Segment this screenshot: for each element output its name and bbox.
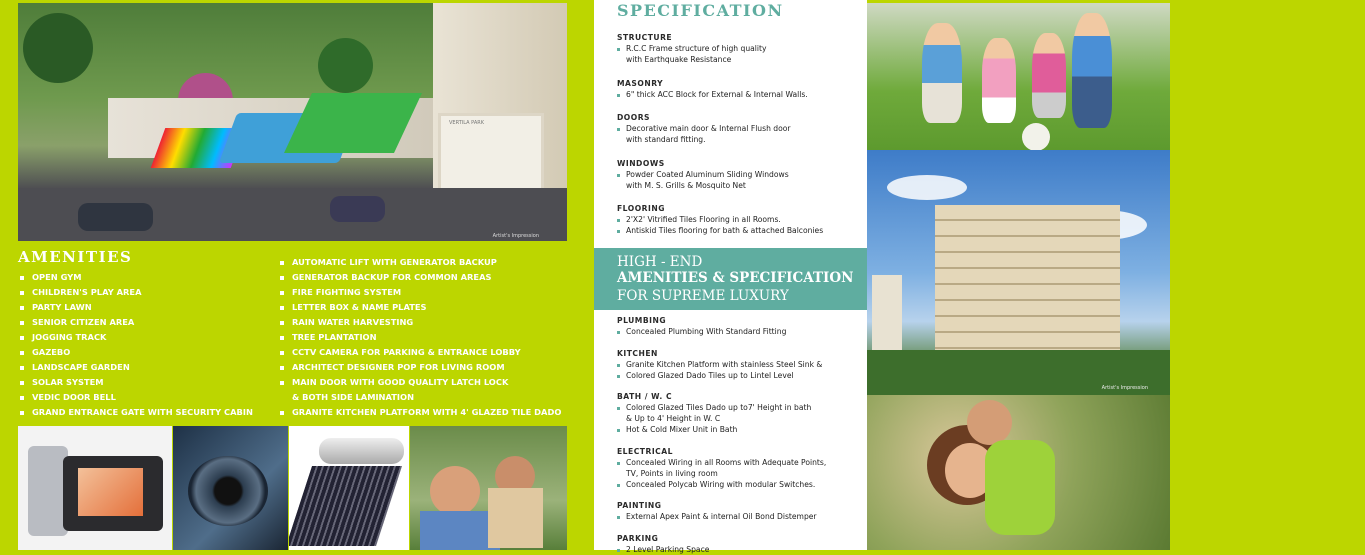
banner-line-3: FOR SUPREME LUXURY bbox=[617, 288, 789, 304]
bullet-icon bbox=[617, 516, 620, 519]
amenity-item: SOLAR SYSTEM bbox=[20, 375, 253, 390]
bullet-icon bbox=[617, 230, 620, 233]
side-building bbox=[872, 275, 902, 355]
bullet-icon bbox=[20, 276, 24, 280]
bullet-icon bbox=[280, 351, 284, 355]
spec-line: Concealed Plumbing With Standard Fitting bbox=[617, 326, 786, 337]
amenities-list-left bbox=[20, 270, 253, 420]
amenity-item: MAIN DOOR WITH GOOD QUALITY LATCH LOCK bbox=[280, 375, 561, 390]
bullet-icon bbox=[617, 375, 620, 378]
spec-line: Colored Glazed Tiles Dado up to7' Height in bath bbox=[617, 402, 811, 413]
render-credit: Artist's Impression bbox=[1101, 385, 1148, 391]
spec-section-bath-w-c bbox=[617, 391, 811, 435]
bullet-icon bbox=[280, 381, 284, 385]
specification-title: SPECIFICATION bbox=[617, 1, 784, 20]
render-credit: Artist's Impression bbox=[492, 233, 539, 239]
spec-line: Granite Kitchen Platform with stainless Steel Sink & bbox=[617, 359, 822, 370]
bullet-icon bbox=[20, 291, 24, 295]
bullet-icon bbox=[617, 462, 620, 465]
bullet-icon bbox=[20, 381, 24, 385]
bullet-icon bbox=[280, 336, 284, 340]
hero-aerial-render bbox=[18, 3, 567, 241]
spec-section-kitchen bbox=[617, 348, 822, 381]
amenities-title: AMENITIES bbox=[18, 248, 133, 266]
spec-section-structure bbox=[617, 32, 766, 65]
spec-section-masonry bbox=[617, 78, 808, 100]
amenity-item: GENERATOR BACKUP FOR COMMON AREAS bbox=[280, 270, 561, 285]
spec-section-parking bbox=[617, 533, 709, 555]
bullet-icon bbox=[617, 549, 620, 552]
bullet-icon bbox=[617, 407, 620, 410]
bullet-icon bbox=[617, 429, 620, 432]
amenity-item: OPEN GYM bbox=[20, 270, 253, 285]
bullet-icon bbox=[20, 396, 24, 400]
entrance-gate bbox=[438, 113, 544, 194]
spec-heading: KITCHEN bbox=[617, 349, 658, 358]
bullet-icon bbox=[280, 261, 284, 265]
amenity-item: SENIOR CITIZEN AREA bbox=[20, 315, 253, 330]
amenity-item: JOGGING TRACK bbox=[20, 330, 253, 345]
spec-line: & Up to 4' Height in W. C bbox=[626, 414, 721, 423]
spec-heading: PAINTING bbox=[617, 501, 662, 510]
banner-line-1: HIGH - END bbox=[617, 254, 703, 270]
banner-line-2: AMENITIES & SPECIFICATION bbox=[617, 270, 854, 286]
bullet-icon bbox=[617, 364, 620, 367]
spec-line: TV, Points in living room bbox=[626, 469, 718, 478]
spec-section-electrical bbox=[617, 446, 826, 490]
solar-water-heater-photo bbox=[289, 426, 409, 550]
spec-line: External Apex Paint & internal Oil Bond Distemper bbox=[617, 511, 817, 522]
bullet-icon bbox=[280, 366, 284, 370]
spec-section-plumbing bbox=[617, 315, 786, 337]
bullet-icon bbox=[617, 331, 620, 334]
spec-line: with M. S. Grills & Mosquito Net bbox=[626, 181, 746, 190]
spec-line: Colored Glazed Dado Tiles up to Lintel Level bbox=[617, 370, 822, 381]
amenity-item: CCTV CAMERA FOR PARKING & ENTRANCE LOBBY bbox=[280, 345, 561, 360]
spec-line: Decorative main door & Internal Flush door bbox=[617, 123, 791, 134]
tree bbox=[318, 38, 373, 93]
bullet-icon bbox=[20, 336, 24, 340]
spec-heading: PARKING bbox=[617, 534, 659, 543]
amenity-item: RAIN WATER HARVESTING bbox=[280, 315, 561, 330]
spec-line: Antiskid Tiles flooring for bath & attached Balconies bbox=[617, 225, 823, 236]
spec-heading: STRUCTURE bbox=[617, 33, 673, 42]
tower-building bbox=[935, 205, 1120, 365]
bullet-icon bbox=[20, 321, 24, 325]
bullet-icon bbox=[617, 48, 620, 51]
bullet-icon bbox=[280, 411, 284, 415]
amenity-item: VEDIC DOOR BELL bbox=[20, 390, 253, 405]
amenity-item: ARCHITECT DESIGNER POP FOR LIVING ROOM bbox=[280, 360, 561, 375]
amenity-item: GRANITE KITCHEN PLATFORM WITH 4' GLAZED TILE DADO bbox=[280, 405, 561, 420]
bullet-icon bbox=[617, 219, 620, 222]
spec-line: Concealed Wiring in all Rooms with Adequate Points, bbox=[617, 457, 826, 468]
spec-section-windows bbox=[617, 158, 789, 191]
spec-heading: PLUMBING bbox=[617, 316, 667, 325]
amenity-item: LANDSCAPE GARDEN bbox=[20, 360, 253, 375]
high-end-banner bbox=[594, 248, 867, 310]
bullet-icon bbox=[617, 174, 620, 177]
spec-line: 6" thick ACC Block for External & Internal Walls. bbox=[617, 89, 808, 100]
spec-heading: FLOORING bbox=[617, 204, 665, 213]
building-exterior-render bbox=[867, 150, 1170, 395]
amenity-item: TREE PLANTATION bbox=[280, 330, 561, 345]
bullet-icon bbox=[20, 411, 24, 415]
spec-line: 2'X2' Vitrified Tiles Flooring in all Rooms. bbox=[617, 214, 823, 225]
bullet-icon bbox=[280, 291, 284, 295]
bullet-icon bbox=[20, 306, 24, 310]
spec-heading: MASONRY bbox=[617, 79, 664, 88]
gate-sign: VERTILA PARK bbox=[449, 120, 484, 126]
spec-section-painting bbox=[617, 500, 817, 522]
spec-section-flooring bbox=[617, 203, 823, 236]
bullet-icon bbox=[280, 276, 284, 280]
spec-line: with Earthquake Resistance bbox=[626, 55, 732, 64]
children-playing-photo bbox=[867, 3, 1170, 150]
spec-line: Powder Coated Aluminum Sliding Windows bbox=[617, 169, 789, 180]
spec-heading: ELECTRICAL bbox=[617, 447, 673, 456]
car bbox=[330, 196, 385, 222]
mother-child-photo bbox=[867, 395, 1170, 550]
spec-heading: DOORS bbox=[617, 113, 651, 122]
amenity-item: & BOTH SIDE LAMINATION bbox=[292, 392, 415, 402]
spec-line: R.C.C Frame structure of high quality bbox=[617, 43, 766, 54]
bullet-icon bbox=[617, 94, 620, 97]
amenity-item: GAZEBO bbox=[20, 345, 253, 360]
senior-citizens-photo bbox=[410, 426, 567, 550]
spec-heading: WINDOWS bbox=[617, 159, 665, 168]
amenity-item: LETTER BOX & NAME PLATES bbox=[280, 300, 561, 315]
spec-line: with standard fitting. bbox=[626, 135, 706, 144]
bullet-icon bbox=[280, 321, 284, 325]
amenity-item: FIRE FIGHTING SYSTEM bbox=[280, 285, 561, 300]
amenity-item: CHILDREN'S PLAY AREA bbox=[20, 285, 253, 300]
amenity-item: PARTY LAWN bbox=[20, 300, 253, 315]
car bbox=[78, 203, 153, 231]
spec-section-doors bbox=[617, 112, 791, 145]
spec-line: Hot & Cold Mixer Unit in Bath bbox=[617, 424, 811, 435]
spec-line: Concealed Polycab Wiring with modular Switches. bbox=[617, 479, 826, 490]
spec-heading: BATH / W. C bbox=[617, 392, 673, 401]
amenity-item: AUTOMATIC LIFT WITH GENERATOR BACKUP bbox=[280, 255, 561, 270]
amenities-list-right bbox=[280, 255, 561, 420]
tree bbox=[23, 13, 93, 83]
bullet-icon bbox=[617, 484, 620, 487]
video-door-phone-photo bbox=[18, 426, 172, 550]
bullet-icon bbox=[280, 306, 284, 310]
cctv-camera-photo bbox=[173, 426, 288, 550]
spec-line: 2 Level Parking Space bbox=[617, 544, 709, 555]
bullet-icon bbox=[20, 366, 24, 370]
bullet-icon bbox=[617, 128, 620, 131]
amenity-item: GRAND ENTRANCE GATE WITH SECURITY CABIN bbox=[20, 405, 253, 420]
bullet-icon bbox=[20, 351, 24, 355]
